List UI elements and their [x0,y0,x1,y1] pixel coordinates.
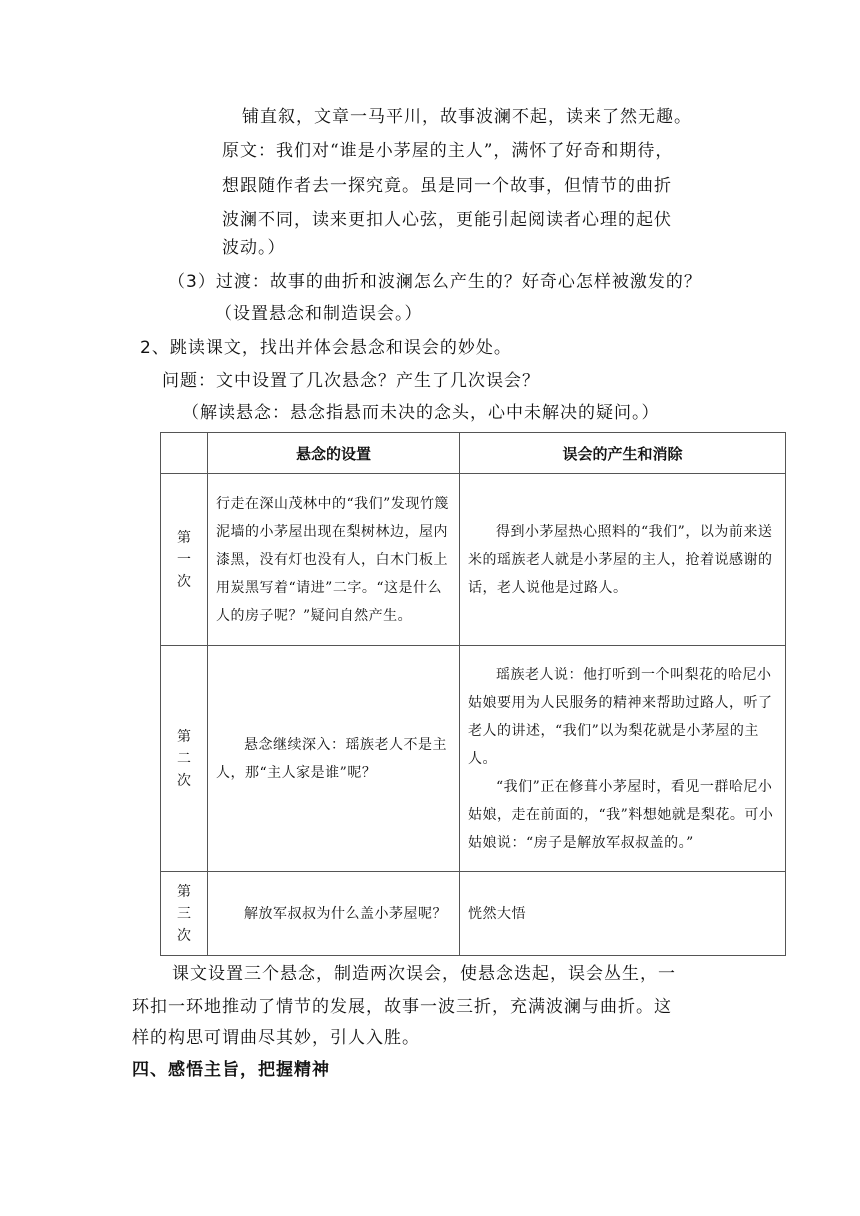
para-line-4: 波澜不同，读来更扣人心弦，更能引起阅读者心理的起伏 [222,210,672,230]
header-misunderstanding: 误会的产生和消除 [460,433,786,474]
step2-note: （解读悬念：悬念指悬而未决的念头，心中未解决的疑问。） [182,403,660,423]
summary-line-1: 课文设置三个悬念，制造两次误会，使悬念迭起，误会丛生，一 [172,964,676,984]
para-line-1: 铺直叙，文章一马平川，故事波澜不起，读来了然无趣。 [242,107,692,127]
item3-line-1: （3）过渡：故事的曲折和波澜怎么产生的？好奇心怎样被激发的？ [168,272,702,292]
para-line-2: 原文：我们对“谁是小茅屋的主人”，满怀了好奇和期待， [222,141,674,161]
suspense-cell: 悬念继续深入：瑶族老人不是主人，那“主人家是谁”呢？ [208,646,460,872]
misunderstanding-paragraph: 瑶族老人说：他打听到一个叫梨花的哈尼小姑娘要用为人民服务的精神来帮助过路人，听了老人的讲述，“我们”以为梨花就是小茅屋的主人。 [468,666,773,767]
suspense-cell: 解放军叔叔为什么盖小茅屋呢？ [208,872,460,956]
table-header-row [161,433,786,474]
item3-line-2: （设置悬念和制造误会。） [215,304,423,324]
header-suspense: 悬念的设置 [208,433,460,474]
row-label-first: 第 一 次 [161,474,208,646]
step2-heading: 2、跳读课文，找出并体会悬念和误会的妙处。 [140,338,512,358]
section-heading: 四、感悟主旨，把握精神 [132,1060,330,1080]
misunderstanding-paragraph: “我们”正在修葺小茅屋时，看见一群哈尼小姑娘，走在前面的，“我”料想她就是梨花。可小姑娘说：“房子是解放军叔叔盖的。” [468,778,774,851]
misunderstanding-cell: 得到小茅屋热心照料的“我们”，以为前来送米的瑶族老人就是小茅屋的主人，抢着说感谢的话，老人说他是过路人。 [460,474,786,646]
para-line-5: 波动。） [222,238,286,258]
suspense-cell: 行走在深山茂林中的“我们”发现竹篾泥墙的小茅屋出现在梨树林边，屋内漆黑，没有灯也没有人，白木门板上用炭黑写着“请进”二字。“这是什么人的房子呢？”疑问自然产生。 [208,474,460,646]
misunderstanding-cell [460,646,786,872]
step2-question: 问题：文中设置了几次悬念？产生了几次误会？ [162,371,540,391]
misunderstanding-cell: 恍然大悟 [460,872,786,956]
row-label-third: 第 三 次 [161,872,208,956]
summary-line-2: 环扣一环地推动了情节的发展，故事一波三折，充满波澜与曲折。这 [132,997,672,1017]
row-label-second: 第 二 次 [161,646,208,872]
summary-line-3: 样的构思可谓曲尽其妙，引人入胜。 [132,1028,420,1048]
table-row [161,474,786,646]
para-line-3: 想跟随作者去一探究竟。虽是同一个故事，但情节的曲折 [222,176,672,196]
table-row [161,646,786,872]
suspense-table [160,432,786,956]
table-row [161,872,786,956]
header-blank [161,433,208,474]
